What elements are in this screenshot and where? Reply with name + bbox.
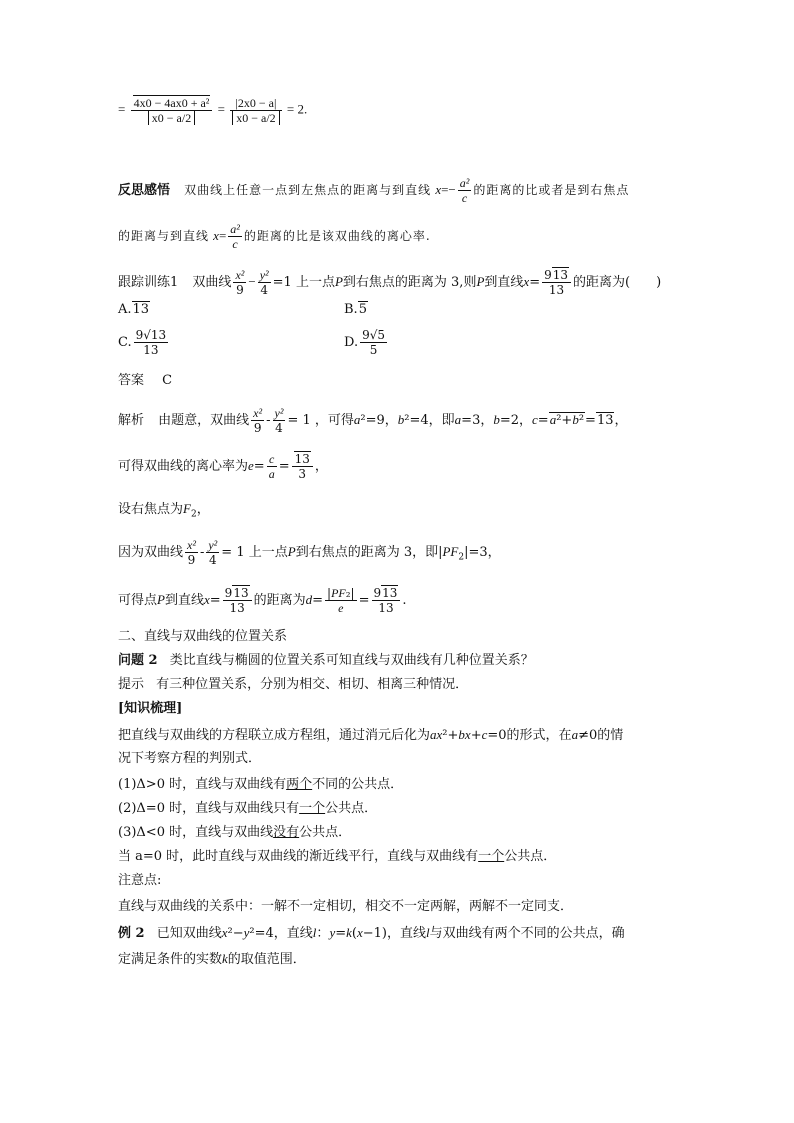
reflection-text-2: 的距离与到直线 (118, 229, 210, 243)
option-d-den: 5 (369, 343, 378, 357)
abs-denominator: x0 − a/2 (148, 111, 195, 125)
reflection-label: 反思感悟 (118, 183, 171, 198)
option-c[interactable]: C. $\frac{9√13}{13}$ (118, 328, 167, 357)
hint-text: 有三种位置关系，分别为相交、相切、相离三种情况． (156, 677, 469, 692)
option-b-value: 5 (358, 302, 367, 317)
solution-line-2: 可得双曲线的离心率为e= $\frac{c}{a}$ = $\frac{13}{3}$ ， (118, 452, 328, 481)
solution-line-4: 因为双曲线 $\frac{\text{x²}}{9}$ - $\frac{\text{y²}}{4}$ = 1 上一点P到右焦点的距离为 3，即$|PF_2|=3$， (118, 538, 501, 567)
question-e: 的距离为( ) (573, 275, 662, 290)
eq-sign: = (217, 101, 225, 117)
option-a[interactable]: A.13 (118, 302, 150, 317)
eq-sign: = (118, 101, 126, 117)
option-d[interactable]: D. $\frac{9√5}{5}$ (344, 328, 386, 357)
reflection-line-1: 反思感悟 双曲线上任意一点到左焦点的距离与到直线 x=− $\frac{\text{a²}}{c}$ 的距离的比或者是到右焦点 (118, 176, 630, 205)
paragraph-1: 把直线与双曲线的方程联立成方程组，通过消元后化为ax²+bx+c=0的形式，在a≠0的情 (118, 727, 624, 743)
question-d: 到直线 (484, 275, 524, 290)
case-4: 当 a=0 时，此时直线与双曲线的渐近线平行，直线与双曲线有一个公共点． (118, 849, 557, 864)
example-2: 例 2 已知双曲线x²−y²=4，直线l：y=k(x−1)，直线l与双曲线有两个不同的公共点，确 (118, 925, 625, 941)
question-2-text: 类比直线与椭圆的位置关系可知直线与双曲线有几种位置关系？ (169, 653, 534, 668)
case-3: (3)Δ<0 时，直线与双曲线没有公共点． (118, 825, 352, 840)
exercise-question: 跟踪训练1 双曲线 $\frac{\text{x²}}{9}$ − $\frac{\text{y²}}{4}$ =1 上一点P到右焦点的距离为 3,则P到直线x= $\frac{913}{13}$ 的距离为( ) (118, 268, 662, 297)
paragraph-2: 况下考察方程的判别式． (118, 751, 262, 766)
option-c-num: 9√13 (135, 328, 167, 342)
reflection-end: 的距离的比是该双曲线的离心率. (243, 229, 431, 243)
example-2-label: 例 2 (118, 926, 145, 941)
option-d-num: 9√5 (362, 328, 386, 342)
fraction-1 (131, 96, 213, 125)
question-c: 到右焦点的距离为 3,则 (342, 275, 477, 290)
option-b[interactable]: B.5 (344, 302, 367, 317)
exercise-label: 跟踪训练1 (118, 275, 179, 290)
hint (118, 676, 468, 694)
hint-label: 提示 (118, 677, 145, 692)
top-formula (118, 96, 307, 125)
option-a-value: 13 (132, 302, 150, 317)
case-2: (2)Δ=0 时，直线与双曲线只有一个公共点． (118, 801, 378, 816)
solution-label: 解析 (118, 413, 145, 428)
answer-value: C (162, 373, 173, 388)
option-c-den: 13 (143, 343, 159, 357)
reflection-mid: 的距离的比或者是到右焦点 (473, 183, 630, 197)
note-text: 直线与双曲线的关系中：一解不一定相切，相交不一定两解，两解不一定同支． (118, 899, 574, 914)
case-1: (1)Δ>0 时，直线与双曲线有两个不同的公共点． (118, 777, 404, 792)
reflection-line-2: 的距离与到直线 x= $\frac{\text{a²}}{c}$ 的距离的比是该双曲线的离心率. (118, 222, 431, 251)
solution-line-3: 设右焦点为$F_2$， (118, 501, 210, 520)
result: = 2. (286, 101, 308, 117)
reflection-text-1: 双曲线上任意一点到左焦点的距离与到直线 (184, 183, 432, 197)
question-a: 双曲线 (192, 275, 232, 290)
numerator-2: |2x0 − a| (230, 96, 281, 111)
note-label: 注意点: (118, 873, 162, 888)
knowledge-heading: [知识梳理] (118, 701, 183, 716)
sqrt-numerator: 4x0 − 4ax0 + a² (133, 96, 210, 110)
solution-line-5: 可得点P到直线x= $\frac{913}{13}$ 的距离为d= $\frac{\text{|PF₂|}}{e}$ = $\frac{913}{13}$ . (118, 586, 407, 615)
solution-line-1: 解析 由题意，双曲线 $\frac{\text{x²}}{9}$ - $\frac{\text{y²}}{4}$ = 1 ，可得a²=9，b²=4，即a=3，b=2，c=a²+b²=13， (118, 406, 628, 435)
question-2 (118, 652, 534, 670)
question-b: =1 上一点 (272, 275, 335, 290)
abs-denominator-2: x0 − a/2 (232, 111, 279, 125)
answer-line (118, 372, 172, 390)
answer-label: 答案 (118, 373, 145, 388)
example-2-line-2: 定满足条件的实数k的取值范围． (118, 951, 306, 967)
question-2-label: 问题 2 (118, 653, 158, 668)
fraction-2 (230, 96, 281, 125)
section-heading: 二、直线与双曲线的位置关系 (118, 629, 288, 644)
